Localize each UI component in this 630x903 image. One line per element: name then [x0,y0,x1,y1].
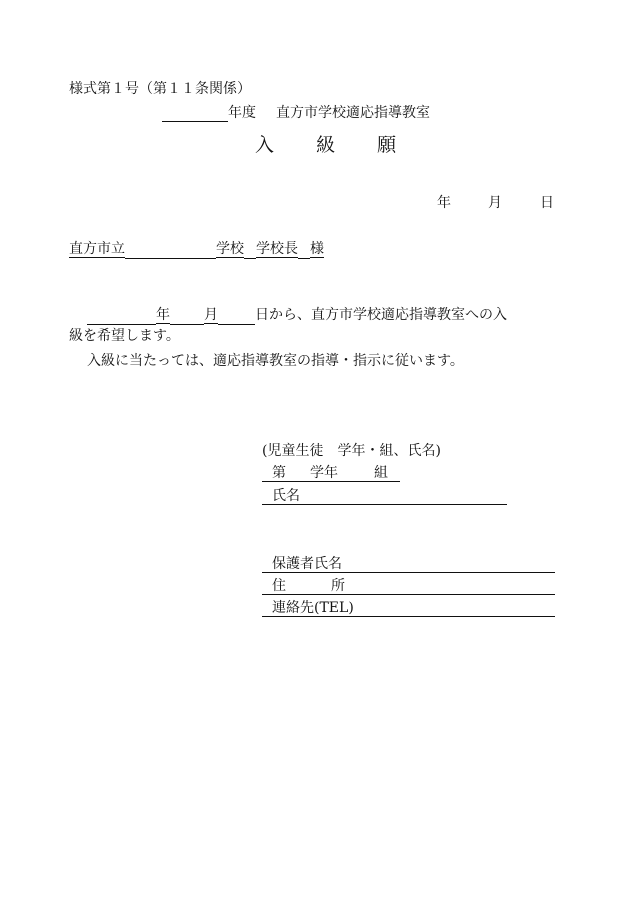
program-year-line [162,104,256,122]
addressee-line [69,240,324,259]
document-title [255,136,396,154]
year-blank [162,104,228,122]
start-month-label: 月 [204,307,218,323]
guardian-name-label: 保護者氏名 [272,556,342,572]
guardian-contact-label: 連絡先(TEL) [272,600,354,616]
date-month: 月 [488,195,502,211]
request-line-2: 級を希望します。 [69,328,180,344]
guardian-name-underline [262,572,555,573]
student-name-label: 氏名 [272,488,300,504]
addressee-school: 学校 [216,241,244,257]
student-name-underline [262,504,507,505]
request-line-3: 入級に当たっては、適応指導教室の指導・指示に従います。 [87,353,464,369]
addressee-gap-2 [298,241,310,259]
form-number-label: 様式第１号（第１１条関係） [69,81,251,97]
title-char-3: 願 [377,134,397,156]
guardian-contact-underline [262,616,555,617]
school-name-blank [125,241,216,259]
year-label: 年度 [228,105,256,121]
start-year-label: 年 [156,307,170,323]
student-class-label: 組 [374,465,388,481]
start-year-blank [87,307,156,325]
program-name: 直方市学校適応指導教室 [276,105,430,121]
guardian-address-label-2: 所 [331,578,345,594]
addressee-principal: 学校長 [256,241,298,257]
request-line-1 [87,306,507,325]
student-grade-prefix: 第 [272,465,286,481]
addressee-honorific: 様 [310,241,324,257]
student-heading: (児童生徒 学年・組、氏名) [262,443,441,459]
addressee-gap [244,241,256,259]
date-year: 年 [437,195,451,211]
date-day: 日 [540,195,554,211]
start-day-blank [218,307,255,325]
student-grade-label: 学年 [310,465,338,481]
student-grade-underline [262,481,400,482]
start-month-blank [170,307,204,325]
guardian-address-label-1: 住 [272,578,286,594]
title-char-1: 入 [255,134,275,156]
addressee-city: 直方市立 [69,241,125,257]
start-day-and-text: 日から、直方市学校適応指導教室への入 [255,307,507,323]
guardian-address-underline [262,594,555,595]
title-char-2: 級 [316,134,336,156]
